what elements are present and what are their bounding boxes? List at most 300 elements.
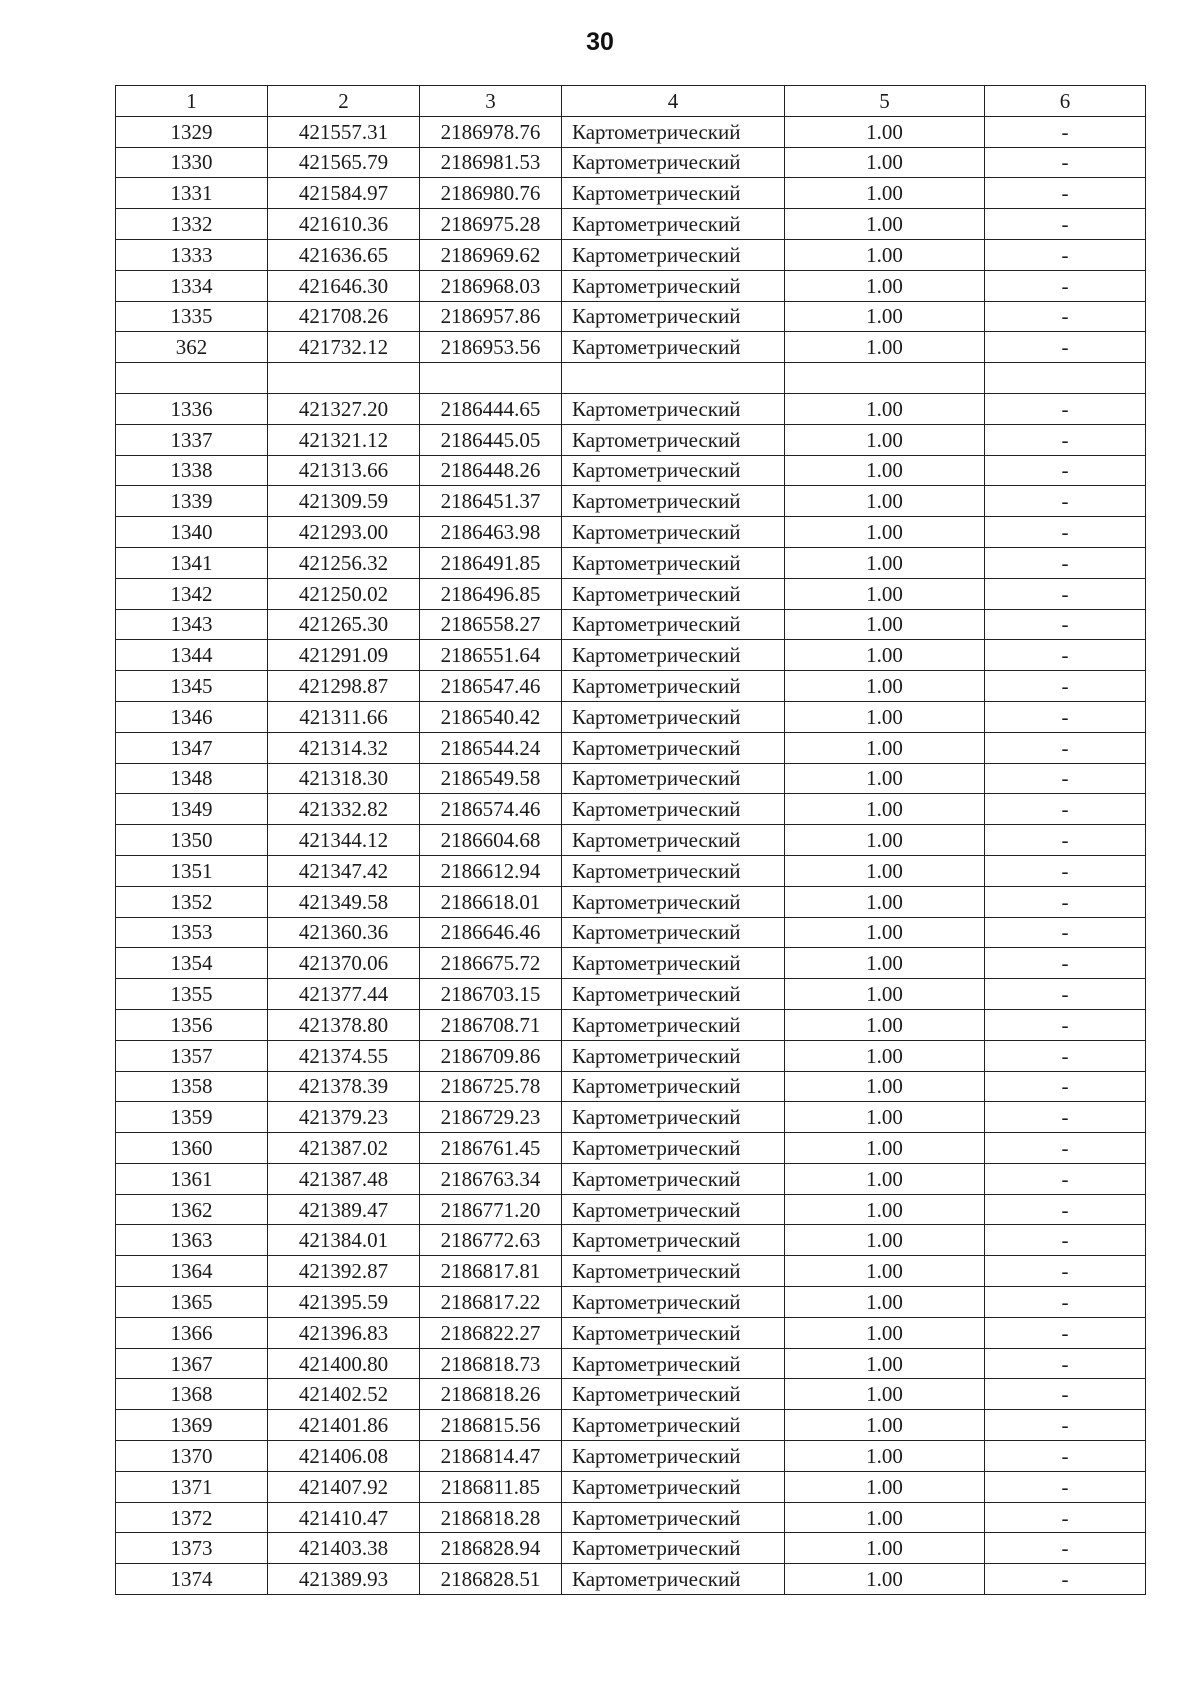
description-cell: -	[985, 547, 1146, 578]
method-cell: Картометрический	[562, 547, 785, 578]
method-cell: Картометрический	[562, 301, 785, 332]
accuracy-cell: 1.00	[785, 424, 985, 455]
y-coordinate-cell: 2186815.56	[420, 1410, 562, 1441]
description-cell: -	[985, 917, 1146, 948]
y-coordinate-cell: 2186451.37	[420, 486, 562, 517]
point-number-cell: 1357	[116, 1040, 268, 1071]
y-coordinate-cell: 2186968.03	[420, 270, 562, 301]
description-cell: -	[985, 763, 1146, 794]
x-coordinate-cell: 421610.36	[268, 209, 420, 240]
y-coordinate-cell: 2186675.72	[420, 948, 562, 979]
description-cell: -	[985, 332, 1146, 363]
method-cell: Картометрический	[562, 1287, 785, 1318]
x-coordinate-cell: 421584.97	[268, 178, 420, 209]
x-coordinate-cell: 421291.09	[268, 640, 420, 671]
method-cell: Картометрический	[562, 948, 785, 979]
x-coordinate-cell: 421402.52	[268, 1379, 420, 1410]
point-number-cell: 1362	[116, 1194, 268, 1225]
table-row	[116, 578, 1146, 609]
y-coordinate-cell: 2186811.85	[420, 1471, 562, 1502]
accuracy-cell: 1.00	[785, 332, 985, 363]
description-cell: -	[985, 1225, 1146, 1256]
table-row	[116, 917, 1146, 948]
point-number-cell: 1366	[116, 1317, 268, 1348]
table-row	[116, 1564, 1146, 1595]
x-coordinate-cell: 421349.58	[268, 886, 420, 917]
table-row	[116, 270, 1146, 301]
x-coordinate-cell: 421565.79	[268, 147, 420, 178]
method-cell: Картометрический	[562, 979, 785, 1010]
point-number-cell: 1343	[116, 609, 268, 640]
table-row	[116, 1471, 1146, 1502]
description-cell: -	[985, 609, 1146, 640]
description-cell: -	[985, 1133, 1146, 1164]
x-coordinate-cell: 421636.65	[268, 239, 420, 270]
table-header-row	[116, 86, 1146, 117]
description-cell: -	[985, 1194, 1146, 1225]
table-row	[116, 732, 1146, 763]
method-cell: Картометрический	[562, 1471, 785, 1502]
accuracy-cell: 1.00	[785, 209, 985, 240]
x-coordinate-cell: 421732.12	[268, 332, 420, 363]
y-coordinate-cell: 2186618.01	[420, 886, 562, 917]
method-cell: Картометрический	[562, 1194, 785, 1225]
table-row	[116, 547, 1146, 578]
description-cell: -	[985, 1410, 1146, 1441]
y-coordinate-cell: 2186761.45	[420, 1133, 562, 1164]
point-number-cell: 1333	[116, 239, 268, 270]
y-coordinate-cell: 2186980.76	[420, 178, 562, 209]
table-row	[116, 1225, 1146, 1256]
x-coordinate-cell: 421314.32	[268, 732, 420, 763]
point-number-cell: 1330	[116, 147, 268, 178]
accuracy-cell: 1.00	[785, 517, 985, 548]
y-coordinate-cell: 2186549.58	[420, 763, 562, 794]
description-cell: -	[985, 178, 1146, 209]
table-row	[116, 178, 1146, 209]
description-cell: -	[985, 1071, 1146, 1102]
accuracy-cell: 1.00	[785, 301, 985, 332]
table-row	[116, 239, 1146, 270]
description-cell: -	[985, 393, 1146, 424]
accuracy-cell: 1.00	[785, 948, 985, 979]
method-cell: Картометрический	[562, 239, 785, 270]
description-cell: -	[985, 455, 1146, 486]
point-number-cell: 1329	[116, 116, 268, 147]
column-header: 4	[562, 86, 785, 117]
method-cell: Картометрический	[562, 1256, 785, 1287]
table-row	[116, 332, 1146, 363]
y-coordinate-cell: 2186969.62	[420, 239, 562, 270]
table-row	[116, 1133, 1146, 1164]
description-cell: -	[985, 701, 1146, 732]
accuracy-cell: 1.00	[785, 671, 985, 702]
y-coordinate-cell: 2186772.63	[420, 1225, 562, 1256]
table-row	[116, 948, 1146, 979]
y-coordinate-cell: 2186828.94	[420, 1533, 562, 1564]
point-number-cell: 1374	[116, 1564, 268, 1595]
point-number-cell: 1348	[116, 763, 268, 794]
y-coordinate-cell: 2186703.15	[420, 979, 562, 1010]
method-cell	[562, 363, 785, 394]
table-row	[116, 1502, 1146, 1533]
description-cell: -	[985, 209, 1146, 240]
point-number-cell: 1345	[116, 671, 268, 702]
accuracy-cell: 1.00	[785, 455, 985, 486]
x-coordinate-cell: 421400.80	[268, 1348, 420, 1379]
description-cell: -	[985, 424, 1146, 455]
point-number-cell: 1373	[116, 1533, 268, 1564]
y-coordinate-cell: 2186496.85	[420, 578, 562, 609]
method-cell: Картометрический	[562, 640, 785, 671]
method-cell: Картометрический	[562, 886, 785, 917]
table-row	[116, 979, 1146, 1010]
accuracy-cell: 1.00	[785, 1441, 985, 1472]
x-coordinate-cell: 421557.31	[268, 116, 420, 147]
method-cell: Картометрический	[562, 609, 785, 640]
method-cell: Картометрический	[562, 794, 785, 825]
table-row	[116, 393, 1146, 424]
method-cell: Картометрический	[562, 1379, 785, 1410]
accuracy-cell: 1.00	[785, 701, 985, 732]
y-coordinate-cell: 2186978.76	[420, 116, 562, 147]
accuracy-cell: 1.00	[785, 979, 985, 1010]
description-cell: -	[985, 671, 1146, 702]
point-number-cell: 1371	[116, 1471, 268, 1502]
accuracy-cell: 1.00	[785, 178, 985, 209]
column-header: 1	[116, 86, 268, 117]
table-row	[116, 209, 1146, 240]
y-coordinate-cell: 2186709.86	[420, 1040, 562, 1071]
accuracy-cell: 1.00	[785, 1225, 985, 1256]
y-coordinate-cell: 2186828.51	[420, 1564, 562, 1595]
method-cell: Картометрический	[562, 578, 785, 609]
y-coordinate-cell: 2186953.56	[420, 332, 562, 363]
description-cell: -	[985, 979, 1146, 1010]
table-row	[116, 1348, 1146, 1379]
x-coordinate-cell: 421293.00	[268, 517, 420, 548]
x-coordinate-cell: 421410.47	[268, 1502, 420, 1533]
x-coordinate-cell: 421374.55	[268, 1040, 420, 1071]
point-number-cell: 1340	[116, 517, 268, 548]
description-cell: -	[985, 270, 1146, 301]
point-number-cell: 1361	[116, 1163, 268, 1194]
method-cell: Картометрический	[562, 116, 785, 147]
description-cell: -	[985, 1533, 1146, 1564]
description-cell: -	[985, 239, 1146, 270]
x-coordinate-cell: 421395.59	[268, 1287, 420, 1318]
y-coordinate-cell: 2186544.24	[420, 732, 562, 763]
column-header: 6	[985, 86, 1146, 117]
x-coordinate-cell: 421392.87	[268, 1256, 420, 1287]
accuracy-cell: 1.00	[785, 825, 985, 856]
description-cell: -	[985, 1163, 1146, 1194]
x-coordinate-cell: 421318.30	[268, 763, 420, 794]
method-cell: Картометрический	[562, 393, 785, 424]
table-row	[116, 1533, 1146, 1564]
y-coordinate-cell: 2186604.68	[420, 825, 562, 856]
method-cell: Картометрический	[562, 855, 785, 886]
point-number-cell: 1334	[116, 270, 268, 301]
y-coordinate-cell: 2186574.46	[420, 794, 562, 825]
x-coordinate-cell: 421256.32	[268, 547, 420, 578]
description-cell: -	[985, 578, 1146, 609]
description-cell: -	[985, 1379, 1146, 1410]
point-number-cell: 1354	[116, 948, 268, 979]
table-row	[116, 1071, 1146, 1102]
table-row	[116, 1194, 1146, 1225]
description-cell: -	[985, 640, 1146, 671]
accuracy-cell: 1.00	[785, 1348, 985, 1379]
y-coordinate-cell: 2186540.42	[420, 701, 562, 732]
y-coordinate-cell: 2186981.53	[420, 147, 562, 178]
x-coordinate-cell: 421377.44	[268, 979, 420, 1010]
point-number-cell: 1338	[116, 455, 268, 486]
table-row	[116, 855, 1146, 886]
x-coordinate-cell: 421389.93	[268, 1564, 420, 1595]
accuracy-cell: 1.00	[785, 578, 985, 609]
description-cell: -	[985, 1471, 1146, 1502]
point-number-cell: 1355	[116, 979, 268, 1010]
point-number-cell: 362	[116, 332, 268, 363]
table-row	[116, 1441, 1146, 1472]
y-coordinate-cell: 2186975.28	[420, 209, 562, 240]
table-row	[116, 1163, 1146, 1194]
accuracy-cell: 1.00	[785, 1194, 985, 1225]
point-number-cell: 1369	[116, 1410, 268, 1441]
point-number-cell: 1350	[116, 825, 268, 856]
accuracy-cell: 1.00	[785, 1256, 985, 1287]
accuracy-cell: 1.00	[785, 1379, 985, 1410]
table-row	[116, 1379, 1146, 1410]
point-number-cell: 1367	[116, 1348, 268, 1379]
point-number-cell: 1344	[116, 640, 268, 671]
method-cell: Картометрический	[562, 1102, 785, 1133]
table-row	[116, 1009, 1146, 1040]
accuracy-cell	[785, 363, 985, 394]
accuracy-cell: 1.00	[785, 1410, 985, 1441]
method-cell: Картометрический	[562, 1133, 785, 1164]
method-cell: Картометрический	[562, 1533, 785, 1564]
method-cell: Картометрический	[562, 1564, 785, 1595]
method-cell: Картометрический	[562, 209, 785, 240]
table-row	[116, 1102, 1146, 1133]
point-number-cell: 1349	[116, 794, 268, 825]
y-coordinate-cell: 2186725.78	[420, 1071, 562, 1102]
table-body	[116, 116, 1146, 1594]
method-cell: Картометрический	[562, 1348, 785, 1379]
method-cell: Картометрический	[562, 1040, 785, 1071]
table-row	[116, 794, 1146, 825]
x-coordinate-cell: 421384.01	[268, 1225, 420, 1256]
accuracy-cell: 1.00	[785, 1502, 985, 1533]
point-number-cell: 1358	[116, 1071, 268, 1102]
y-coordinate-cell: 2186547.46	[420, 671, 562, 702]
description-cell: -	[985, 116, 1146, 147]
table-row	[116, 517, 1146, 548]
table-row	[116, 1256, 1146, 1287]
accuracy-cell: 1.00	[785, 917, 985, 948]
x-coordinate-cell: 421378.80	[268, 1009, 420, 1040]
x-coordinate-cell: 421708.26	[268, 301, 420, 332]
accuracy-cell: 1.00	[785, 609, 985, 640]
y-coordinate-cell: 2186646.46	[420, 917, 562, 948]
point-number-cell: 1351	[116, 855, 268, 886]
description-cell: -	[985, 948, 1146, 979]
y-coordinate-cell: 2186444.65	[420, 393, 562, 424]
accuracy-cell: 1.00	[785, 147, 985, 178]
description-cell: -	[985, 1317, 1146, 1348]
table-row	[116, 1040, 1146, 1071]
description-cell: -	[985, 825, 1146, 856]
point-number-cell: 1341	[116, 547, 268, 578]
accuracy-cell: 1.00	[785, 1133, 985, 1164]
description-cell: -	[985, 886, 1146, 917]
accuracy-cell: 1.00	[785, 239, 985, 270]
point-number-cell: 1342	[116, 578, 268, 609]
method-cell: Картометрический	[562, 701, 785, 732]
accuracy-cell: 1.00	[785, 1317, 985, 1348]
description-cell: -	[985, 794, 1146, 825]
x-coordinate-cell: 421406.08	[268, 1441, 420, 1472]
table-row	[116, 701, 1146, 732]
description-cell: -	[985, 517, 1146, 548]
point-number-cell: 1353	[116, 917, 268, 948]
accuracy-cell: 1.00	[785, 270, 985, 301]
table-row	[116, 1317, 1146, 1348]
x-coordinate-cell: 421347.42	[268, 855, 420, 886]
method-cell: Картометрический	[562, 424, 785, 455]
accuracy-cell: 1.00	[785, 486, 985, 517]
description-cell: -	[985, 1441, 1146, 1472]
table-row	[116, 486, 1146, 517]
y-coordinate-cell: 2186558.27	[420, 609, 562, 640]
accuracy-cell: 1.00	[785, 116, 985, 147]
table-row	[116, 1287, 1146, 1318]
accuracy-cell: 1.00	[785, 1071, 985, 1102]
table-row	[116, 147, 1146, 178]
table-row	[116, 671, 1146, 702]
x-coordinate-cell: 421379.23	[268, 1102, 420, 1133]
y-coordinate-cell: 2186771.20	[420, 1194, 562, 1225]
x-coordinate-cell: 421313.66	[268, 455, 420, 486]
description-cell: -	[985, 855, 1146, 886]
point-number-cell: 1331	[116, 178, 268, 209]
y-coordinate-cell: 2186445.05	[420, 424, 562, 455]
description-cell: -	[985, 1502, 1146, 1533]
method-cell: Картометрический	[562, 1317, 785, 1348]
method-cell: Картометрический	[562, 332, 785, 363]
method-cell: Картометрический	[562, 1071, 785, 1102]
y-coordinate-cell: 2186817.81	[420, 1256, 562, 1287]
x-coordinate-cell: 421265.30	[268, 609, 420, 640]
description-cell: -	[985, 486, 1146, 517]
point-number-cell: 1365	[116, 1287, 268, 1318]
accuracy-cell: 1.00	[785, 1471, 985, 1502]
x-coordinate-cell: 421250.02	[268, 578, 420, 609]
y-coordinate-cell: 2186818.73	[420, 1348, 562, 1379]
table-row	[116, 301, 1146, 332]
accuracy-cell: 1.00	[785, 855, 985, 886]
method-cell: Картометрический	[562, 917, 785, 948]
method-cell: Картометрический	[562, 147, 785, 178]
table-row	[116, 640, 1146, 671]
point-number-cell: 1336	[116, 393, 268, 424]
x-coordinate-cell: 421321.12	[268, 424, 420, 455]
y-coordinate-cell: 2186448.26	[420, 455, 562, 486]
description-cell: -	[985, 1348, 1146, 1379]
method-cell: Картометрический	[562, 763, 785, 794]
point-number-cell: 1332	[116, 209, 268, 240]
x-coordinate-cell: 421387.48	[268, 1163, 420, 1194]
page-number: 30	[586, 28, 614, 56]
accuracy-cell: 1.00	[785, 1564, 985, 1595]
column-header: 2	[268, 86, 420, 117]
accuracy-cell: 1.00	[785, 393, 985, 424]
description-cell: -	[985, 1287, 1146, 1318]
point-number-cell: 1360	[116, 1133, 268, 1164]
method-cell: Картометрический	[562, 671, 785, 702]
accuracy-cell: 1.00	[785, 1287, 985, 1318]
y-coordinate-cell: 2186817.22	[420, 1287, 562, 1318]
point-number-cell: 1356	[116, 1009, 268, 1040]
point-number-cell: 1339	[116, 486, 268, 517]
description-cell: -	[985, 732, 1146, 763]
column-header: 3	[420, 86, 562, 117]
table-row	[116, 609, 1146, 640]
accuracy-cell: 1.00	[785, 1163, 985, 1194]
x-coordinate-cell: 421389.47	[268, 1194, 420, 1225]
table-row	[116, 825, 1146, 856]
method-cell: Картометрический	[562, 1502, 785, 1533]
y-coordinate-cell: 2186708.71	[420, 1009, 562, 1040]
point-number-cell: 1335	[116, 301, 268, 332]
point-number-cell: 1359	[116, 1102, 268, 1133]
accuracy-cell: 1.00	[785, 1040, 985, 1071]
description-cell: -	[985, 1564, 1146, 1595]
table-row	[116, 363, 1146, 394]
x-coordinate-cell: 421344.12	[268, 825, 420, 856]
table-row	[116, 763, 1146, 794]
x-coordinate-cell: 421403.38	[268, 1533, 420, 1564]
point-number-cell: 1368	[116, 1379, 268, 1410]
point-number-cell: 1347	[116, 732, 268, 763]
y-coordinate-cell: 2186491.85	[420, 547, 562, 578]
x-coordinate-cell: 421311.66	[268, 701, 420, 732]
point-number-cell: 1346	[116, 701, 268, 732]
accuracy-cell: 1.00	[785, 732, 985, 763]
x-coordinate-cell: 421646.30	[268, 270, 420, 301]
y-coordinate-cell: 2186957.86	[420, 301, 562, 332]
accuracy-cell: 1.00	[785, 547, 985, 578]
y-coordinate-cell: 2186818.28	[420, 1502, 562, 1533]
x-coordinate-cell: 421370.06	[268, 948, 420, 979]
x-coordinate-cell: 421401.86	[268, 1410, 420, 1441]
x-coordinate-cell: 421407.92	[268, 1471, 420, 1502]
accuracy-cell: 1.00	[785, 794, 985, 825]
y-coordinate-cell: 2186729.23	[420, 1102, 562, 1133]
y-coordinate-cell: 2186814.47	[420, 1441, 562, 1472]
x-coordinate-cell: 421396.83	[268, 1317, 420, 1348]
accuracy-cell: 1.00	[785, 1533, 985, 1564]
table-row	[116, 886, 1146, 917]
description-cell: -	[985, 1256, 1146, 1287]
description-cell: -	[985, 301, 1146, 332]
y-coordinate-cell	[420, 363, 562, 394]
accuracy-cell: 1.00	[785, 886, 985, 917]
description-cell: -	[985, 1102, 1146, 1133]
method-cell: Картометрический	[562, 825, 785, 856]
